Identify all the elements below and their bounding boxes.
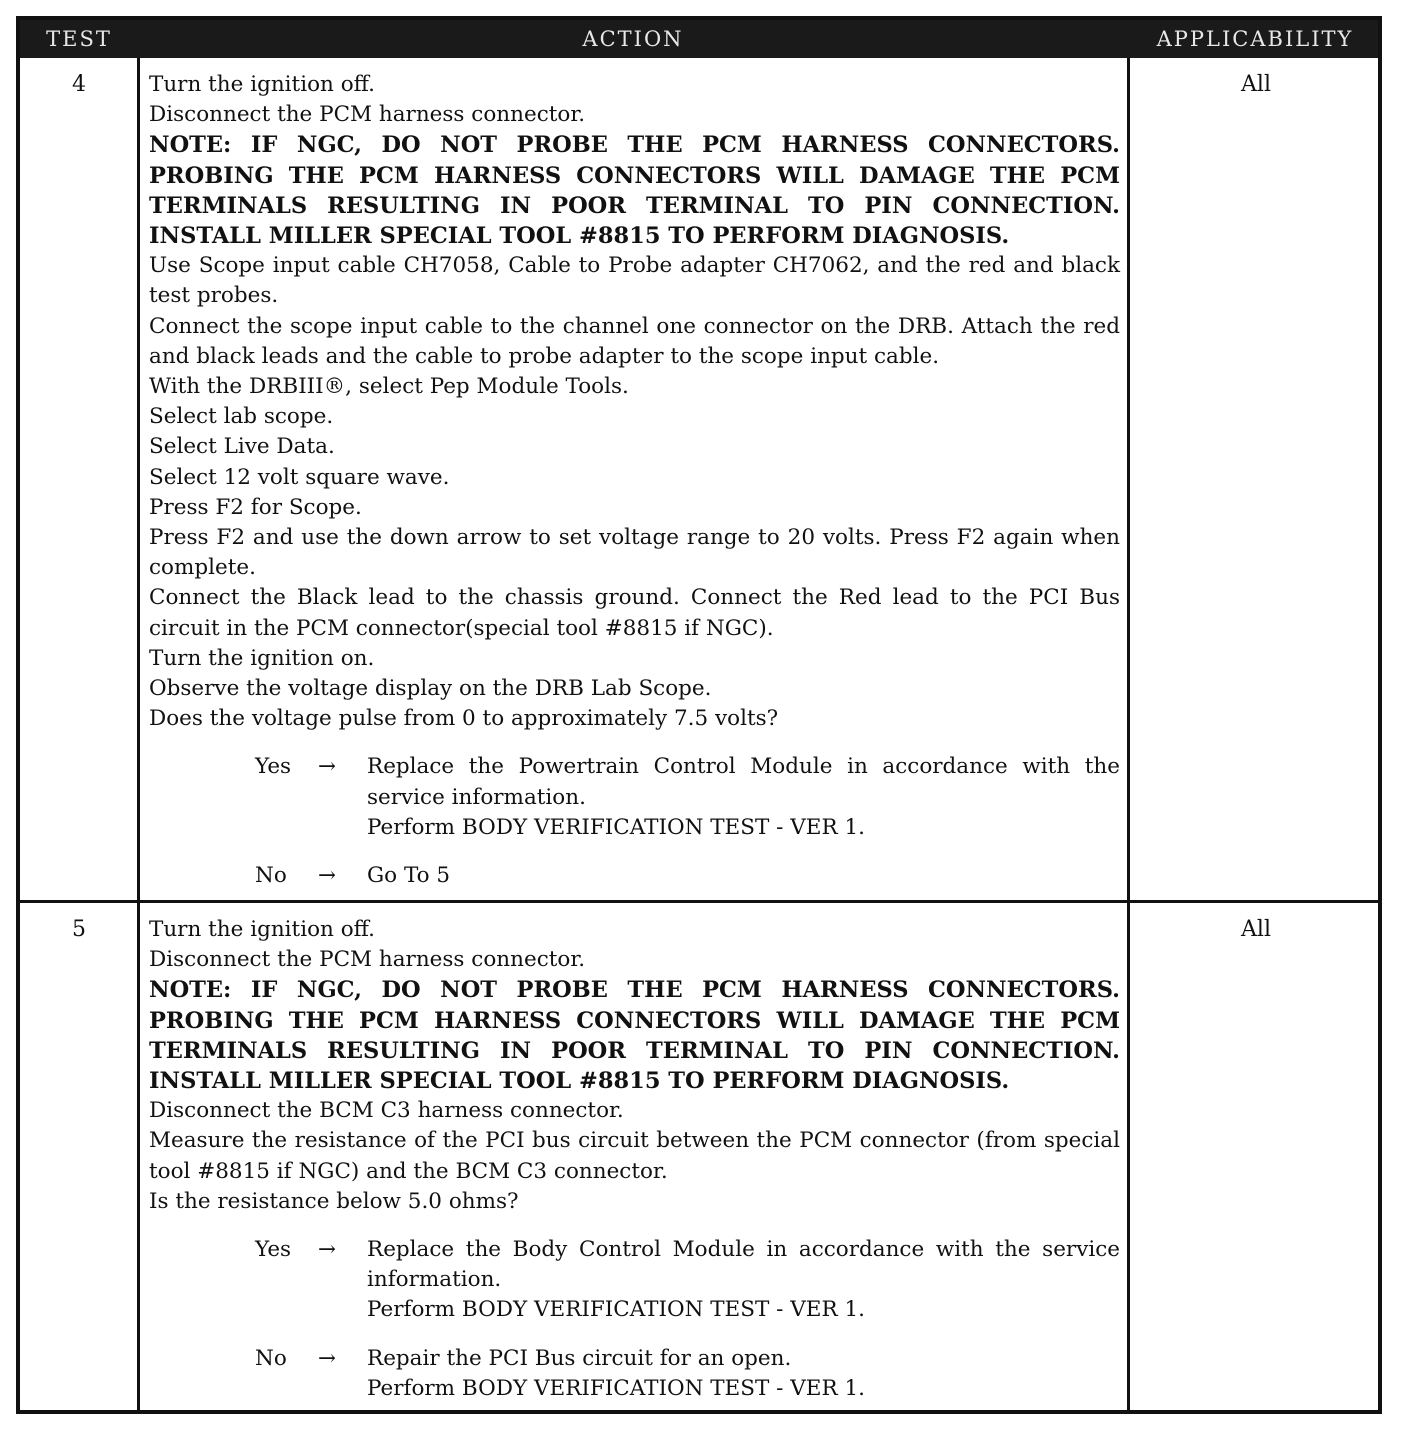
header-action: ACTION bbox=[582, 27, 684, 51]
yes-response bbox=[255, 1235, 1120, 1326]
action-step: Does the voltage pulse from 0 to approximately 7.5 volts? bbox=[149, 706, 779, 732]
warning-note: NOTE: IF NGC, DO NOT PROBE THE PCM HARNESS CONNECTORS. PROBING THE PCM HARNESS CONNECTORS WILL DAMAGE THE PCM TERMINALS RESULTING IN POOR TERMINAL TO PIN CONNECTION. INSTALL MILLER SPECIAL TOOL #8815 TO PERFORM DIAGNOSIS. bbox=[149, 132, 1120, 250]
no-action-line: Perform BODY VERIFICATION TEST - VER 1. bbox=[367, 1375, 866, 1401]
applicability-value: All bbox=[1241, 72, 1271, 97]
yes-label: Yes bbox=[255, 754, 292, 780]
no-action-line: Go To 5 bbox=[367, 863, 451, 889]
no-response bbox=[255, 861, 1120, 891]
no-label: No bbox=[255, 1345, 287, 1371]
yes-action-line: Perform BODY VERIFICATION TEST - VER 1. bbox=[367, 1297, 866, 1323]
arrow-icon: → bbox=[318, 1345, 337, 1371]
header-applicability: APPLICABILITY bbox=[1156, 27, 1354, 51]
action-step: Measure the resistance of the PCI bus circuit between the PCM connector (from special tool #8815 if NGC) and the BCM C3 connector. bbox=[149, 1128, 1120, 1184]
action-step: Press F2 and use the down arrow to set voltage range to 20 volts. Press F2 again when complete. bbox=[149, 525, 1120, 581]
no-action-line: Repair the PCI Bus circuit for an open. bbox=[367, 1345, 792, 1371]
yes-action-line: Replace the Body Control Module in accordance with the service information. bbox=[367, 1237, 1120, 1293]
action-step: Press F2 for Scope. bbox=[149, 494, 362, 520]
table-row bbox=[20, 58, 1378, 903]
action-step: Disconnect the BCM C3 harness connector. bbox=[149, 1098, 624, 1124]
action-step: Turn the ignition on. bbox=[149, 645, 375, 671]
action-step: Connect the Black lead to the chassis ground. Connect the Red lead to the PCI Bus circuit in the PCM connector(special tool #8815 if NGC). bbox=[149, 585, 1120, 641]
no-response bbox=[255, 1344, 1120, 1404]
yes-label: Yes bbox=[255, 1237, 292, 1263]
action-step: Select lab scope. bbox=[149, 404, 334, 430]
action-step: Turn the ignition off. bbox=[149, 72, 375, 97]
action-step: Observe the voltage display on the DRB Lab Scope. bbox=[149, 676, 712, 702]
header-test: TEST bbox=[46, 27, 112, 51]
action-step: Connect the scope input cable to the channel one connector on the DRB. Attach the red and black leads and the cable to probe adapter to the scope input cable. bbox=[149, 313, 1120, 369]
arrow-icon: → bbox=[318, 1237, 337, 1263]
action-step: Select Live Data. bbox=[149, 434, 335, 460]
action-step: With the DRBIII®, select Pep Module Tools. bbox=[149, 374, 629, 400]
warning-note: NOTE: IF NGC, DO NOT PROBE THE PCM HARNESS CONNECTORS. PROBING THE PCM HARNESS CONNECTORS WILL DAMAGE THE PCM TERMINALS RESULTING IN POOR TERMINAL TO PIN CONNECTION. INSTALL MILLER SPECIAL TOOL #8815 TO PERFORM DIAGNOSIS. bbox=[149, 977, 1120, 1095]
test-number: 5 bbox=[72, 917, 86, 942]
action-step: Is the resistance below 5.0 ohms? bbox=[149, 1188, 519, 1214]
table-row bbox=[20, 903, 1378, 1410]
action-step: Disconnect the PCM harness connector. bbox=[149, 102, 586, 128]
table-header bbox=[20, 20, 1378, 58]
yes-action-line: Perform BODY VERIFICATION TEST - VER 1. bbox=[367, 814, 866, 840]
diagnostic-table bbox=[16, 16, 1382, 1414]
arrow-icon: → bbox=[318, 863, 337, 889]
arrow-icon: → bbox=[318, 754, 337, 780]
action-step: Use Scope input cable CH7058, Cable to Probe adapter CH7062, and the red and black test probes. bbox=[149, 253, 1120, 309]
action-step: Select 12 volt square wave. bbox=[149, 464, 450, 490]
test-number: 4 bbox=[72, 72, 86, 97]
yes-response bbox=[255, 752, 1120, 843]
applicability-value: All bbox=[1241, 917, 1271, 942]
action-step: Turn the ignition off. bbox=[149, 917, 375, 942]
action-step: Disconnect the PCM harness connector. bbox=[149, 947, 586, 973]
action-cell bbox=[149, 915, 1120, 1404]
yes-action-line: Replace the Powertrain Control Module in accordance with the service information. bbox=[367, 754, 1120, 810]
no-label: No bbox=[255, 863, 287, 889]
action-cell bbox=[149, 70, 1120, 891]
